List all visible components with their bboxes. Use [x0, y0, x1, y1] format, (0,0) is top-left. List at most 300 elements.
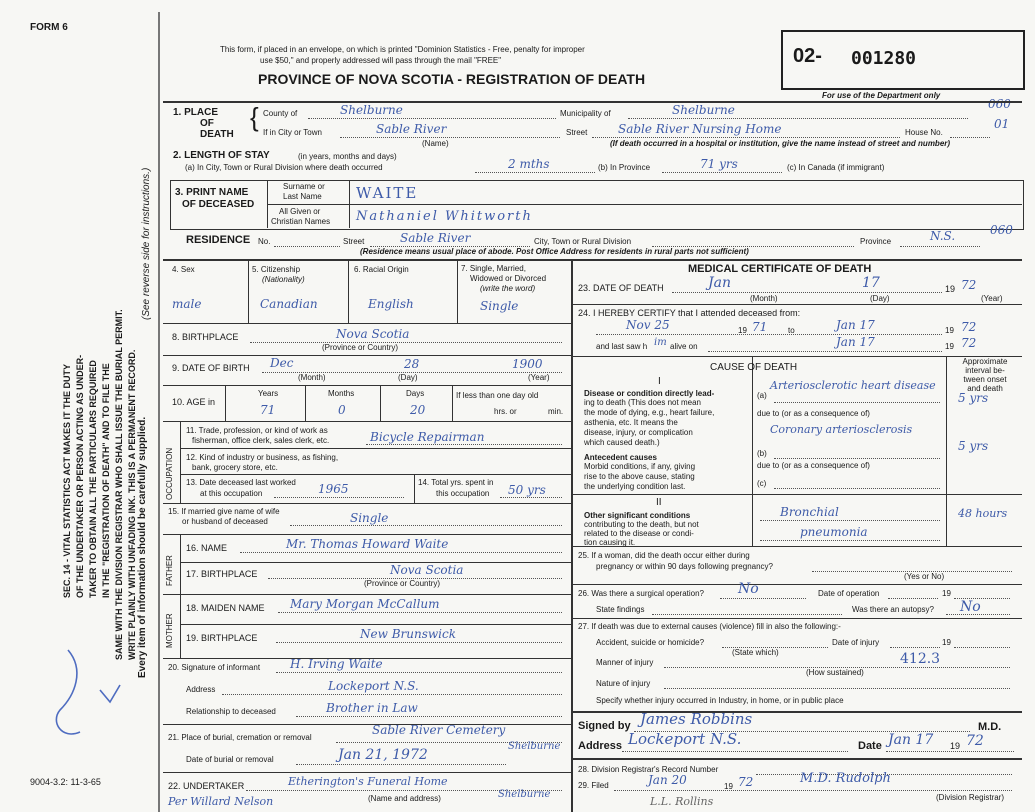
total-value: 50 yrs — [508, 483, 546, 497]
age-months-label: Months — [328, 389, 355, 398]
other-line-2 — [760, 540, 940, 541]
certify-label: 24. I HEREBY CERTIFY that I attended deceased from: — [578, 308, 801, 318]
undertaker-sub: (Name and address) — [368, 794, 441, 803]
other-4: tion causing it. — [584, 538, 636, 547]
md-label: M.D. — [978, 721, 1002, 733]
due-to-b: due to (or as a consequence of) — [757, 461, 870, 470]
nature-label: Nature of injury — [596, 679, 651, 688]
residence-province-line — [900, 246, 980, 247]
interval-divider — [946, 356, 947, 546]
maiden-label: 18. MAIDEN NAME — [186, 603, 265, 613]
side-text-8: (See reverse side for instructions.) — [141, 167, 152, 320]
marital-label-2: Widowed or Divorced — [470, 274, 547, 283]
name-row-rule — [267, 204, 1022, 205]
dod-line — [672, 292, 942, 293]
residence-province-value: N.S. — [930, 229, 956, 243]
state-findings-line — [652, 614, 842, 615]
dob-year-sub: (Year) — [528, 373, 550, 382]
registrar-sub: (Division Registrar) — [936, 793, 1005, 802]
burial-date-line — [296, 764, 506, 765]
informant-sig-label: 20. Signature of informant — [168, 663, 261, 672]
mother-birth-label: 19. BIRTHPLACE — [186, 633, 258, 643]
nature-line — [664, 688, 1010, 689]
interval-b-value: 5 yrs — [958, 439, 989, 453]
woman-label-2: pregnancy or within 90 days following pregnancy? — [596, 562, 773, 571]
cause-title: CAUSE OF DEATH — [710, 362, 798, 373]
industry-label-1: 12. Kind of industry or business, as fishing, — [186, 453, 339, 462]
wife-value: Single — [350, 511, 389, 525]
stay-b-label: (b) In Province — [598, 163, 651, 172]
stay-sub: (in years, months and days) — [298, 152, 397, 161]
undertaker-value-3: Per Willard Nelson — [168, 795, 274, 808]
op-year-prefix: 19 — [942, 589, 951, 598]
citizenship-label: 5. Citizenship — [252, 265, 301, 274]
relationship-value: Brother in Law — [326, 701, 418, 715]
age-months-value: 0 — [338, 403, 346, 417]
occupation-side-rule — [180, 421, 181, 503]
signature-bottom — [571, 758, 1022, 760]
last-worked-value: 1965 — [318, 482, 349, 496]
mother-side: MOTHER — [165, 613, 174, 648]
informant-sig-value: H. Irving Waite — [290, 657, 383, 671]
row8-bottom — [163, 355, 571, 356]
cause-a-line — [774, 402, 940, 403]
hospital-note: (If death occurred in a hospital or institution, give the name instead of street and number) — [610, 139, 951, 148]
side-text-6: WRITE PLAINLY WITH UNFADING INK. THIS IS A PERMANENT RECORD. — [127, 349, 137, 660]
age-label: 10. AGE in — [172, 397, 216, 407]
stay-a-line — [475, 172, 595, 173]
row11-bottom — [180, 448, 571, 449]
cause-divider — [752, 356, 753, 546]
other-1: Other significant conditions — [584, 511, 691, 520]
burial-place-label: 21. Place of burial, cremation or removal — [168, 733, 312, 742]
relationship-label: Relationship to deceased — [186, 707, 276, 716]
cause-c-label: (c) — [757, 479, 767, 488]
cause-bottom — [571, 546, 1022, 547]
city-value: Sable River — [376, 122, 447, 136]
other-interval: 48 hours — [958, 507, 1008, 520]
signed-value: James Robbins — [640, 710, 753, 728]
county-value: Shelburne — [340, 103, 403, 117]
disease-3: the mode of dying, e.g., heart failure, — [584, 408, 715, 417]
side-text-7: Every item of information should be carefully supplied. — [137, 416, 148, 678]
side-text-4: IN THE "REGISTRATION OF DEATH" AND TO FILE THE — [101, 363, 111, 598]
interval-4: and death — [967, 384, 1003, 393]
injury-year-line — [954, 647, 1010, 648]
place-label-3: DEATH — [200, 129, 234, 140]
wife-label-2: or husband of deceased — [182, 517, 268, 526]
father-birth-label: 17. BIRTHPLACE — [186, 569, 258, 579]
filed-year-prefix: 19 — [724, 782, 733, 791]
woman-label-1: 25. If a woman, did the death occur either during — [578, 551, 750, 560]
row27-bottom — [571, 711, 1022, 713]
dod-label: 23. DATE OF DEATH — [578, 283, 664, 293]
to-year-prefix: 19 — [945, 326, 954, 335]
dod-year: 72 — [961, 278, 977, 292]
manner-label: Manner of injury — [596, 658, 654, 667]
interval-2: interval be- — [965, 366, 1005, 375]
undertaker-value: Etherington's Funeral Home — [288, 775, 448, 788]
filed-label: 29. Filed — [578, 781, 609, 790]
alive-line — [708, 351, 942, 352]
stay-b-line — [662, 172, 782, 173]
name-label-2: OF DECEASED — [182, 199, 255, 210]
parents-side-rule — [180, 534, 181, 658]
surgical-value: No — [738, 581, 759, 597]
racial-value: English — [368, 297, 414, 311]
state-findings-label: State findings — [596, 605, 645, 614]
mother-birth-line — [276, 642, 562, 643]
surgical-label: 26. Was there a surgical operation? — [578, 589, 704, 598]
total-label-1: 14. Total yrs. spent in — [418, 478, 494, 487]
age-days-value: 20 — [410, 403, 426, 417]
stay-a-value: 2 mths — [508, 157, 550, 171]
row20-bottom — [163, 724, 571, 725]
stay-c-label: (c) In Canada (if immigrant) — [787, 163, 885, 172]
to-date: Jan 17 — [836, 318, 875, 332]
registrar-number-label: 28. Division Registrar's Record Number — [578, 765, 719, 774]
row13-divider — [414, 474, 415, 503]
surname-label-2: Last Name — [283, 192, 322, 201]
stay-label: 2. LENGTH OF STAY — [173, 150, 270, 161]
father-birth-value: Nova Scotia — [390, 563, 464, 577]
age-days-label: Days — [406, 389, 425, 398]
from-date: Nov 25 — [626, 318, 670, 332]
dob-month-sub: (Month) — [298, 373, 326, 382]
residence-label: RESIDENCE — [186, 234, 251, 246]
dod-day: 17 — [862, 275, 880, 291]
burial-place-value: Sable River Cemetery — [372, 723, 506, 737]
age-div-3 — [380, 385, 381, 421]
manner-code: 412.3 — [900, 651, 941, 667]
father-name-line — [240, 552, 562, 553]
last-worked-label-2: at this occupation — [200, 489, 263, 498]
footer-code: 9004-3.2: 11-3-65 — [30, 777, 101, 787]
dod-year-prefix: 19 — [945, 284, 956, 294]
birthplace-line — [250, 342, 562, 343]
street-line — [592, 137, 900, 138]
citizenship-value: Canadian — [260, 297, 318, 311]
antecedent-text — [584, 454, 695, 492]
name-label-1: 3. PRINT NAME — [175, 187, 249, 198]
city-label: If in City or Town — [263, 128, 322, 137]
interval-header — [948, 357, 1022, 393]
residence-no-label: No. — [258, 237, 271, 246]
from-year-prefix: 19 — [738, 326, 747, 335]
margin-scribble-icon — [40, 640, 140, 750]
residence-street-value: Sable River — [400, 231, 471, 245]
surgical-line — [720, 598, 806, 599]
antecedent-3: rise to the above cause, stating — [584, 472, 695, 481]
row13-bottom — [163, 503, 571, 504]
row17-bottom — [163, 594, 571, 595]
filed-year: 72 — [738, 775, 754, 789]
birthplace-label: 8. BIRTHPLACE — [172, 332, 239, 342]
interval-a-value: 5 yrs — [958, 391, 989, 405]
age-years-value: 71 — [260, 403, 276, 417]
med-address-line — [622, 751, 848, 752]
marital-label-3: (write the word) — [480, 284, 536, 293]
disease-5: disease, injury, or complication — [584, 428, 693, 437]
dob-year: 1900 — [512, 357, 543, 371]
medical-title: MEDICAL CERTIFICATE OF DEATH — [688, 263, 872, 275]
residence-code: 060 — [990, 223, 1013, 237]
dod-month-sub: (Month) — [750, 294, 778, 303]
given-label-1: All Given or — [279, 207, 321, 216]
last-worked-label-1: 13. Date deceased last worked — [186, 478, 296, 487]
antecedent-4: the underlying condition last. — [584, 482, 686, 491]
injury-year-prefix: 19 — [942, 638, 951, 647]
industry-label-2: bank, grocery store, etc. — [192, 463, 278, 472]
disease-2: ing to death (This does not mean — [584, 398, 701, 407]
burial-date-label: Date of burial or removal — [186, 755, 274, 764]
informant-address-line — [222, 694, 562, 695]
cause-rule — [571, 494, 1022, 495]
dept-code-2: 01 — [994, 117, 1010, 131]
med-date-value: Jan 17 — [888, 732, 934, 748]
dob-label: 9. DATE OF BIRTH — [172, 363, 250, 373]
med-date-year-prefix: 19 — [950, 741, 961, 751]
external-label: 27. If death was due to external causes (violence) fill in also the following:- — [578, 622, 841, 631]
header-notice-1: This form, if placed in an envelope, on which is printed "Dominion Statistics - Free, penalty for improper — [220, 45, 585, 54]
reg-prefix: 02- — [793, 45, 822, 67]
father-name-value: Mr. Thomas Howard Waite — [286, 537, 449, 551]
accident-label: Accident, suicide or homicide? — [596, 638, 705, 647]
total-line — [500, 497, 562, 498]
row10-bottom — [163, 421, 571, 422]
burial-date-value: Jan 21, 1972 — [338, 747, 428, 763]
med-date-year: 72 — [966, 733, 984, 749]
side-text-5: SAME WITH THE DIVISION REGISTRAR WHO SHALL ISSUE THE BURIAL PERMIT. — [114, 309, 124, 660]
mother-birth-value: New Brunswick — [360, 627, 456, 641]
age-div-4 — [452, 385, 453, 421]
house-label: House No. — [905, 128, 943, 137]
place-label-2: OF — [200, 118, 214, 129]
residence-no-line — [274, 246, 340, 247]
last-saw-label: and last saw h — [596, 342, 648, 351]
municipality-value: Shelburne — [672, 103, 735, 117]
cause-a-value: Arteriosclerotic heart disease — [770, 379, 936, 392]
county-label: County of — [263, 109, 298, 118]
birthplace-sub: (Province or Country) — [322, 343, 399, 352]
given-label-2: Christian Names — [271, 217, 331, 226]
row21-bottom — [163, 772, 571, 773]
operation-date-line — [888, 598, 938, 599]
father-name-label: 16. NAME — [186, 543, 228, 553]
city-line — [340, 137, 560, 138]
dob-day-sub: (Day) — [398, 373, 418, 382]
stay-a-label: (a) In City, Town or Rural Division where death occurred — [185, 163, 383, 172]
house-line — [950, 137, 990, 138]
alive-date: Jan 17 — [836, 335, 875, 349]
row26-bottom — [571, 618, 1022, 619]
city-name-sub: (Name) — [422, 139, 449, 148]
last-saw-him: im — [654, 337, 667, 348]
marital-label-1: 7. Single, Married, — [461, 264, 526, 273]
reg-number: 001280 — [851, 48, 917, 69]
injury-date-label: Date of injury — [832, 638, 880, 647]
citizenship-sub: (Nationality) — [262, 275, 305, 284]
other-text — [584, 512, 699, 547]
street-value: Sable River Nursing Home — [618, 122, 782, 136]
med-address-label: Address — [578, 740, 623, 752]
last-worked-line — [274, 497, 404, 498]
surname-value: WAITE — [356, 184, 419, 202]
undertaker-label: 22. UNDERTAKER — [168, 781, 245, 791]
informant-address-label: Address — [186, 685, 216, 694]
to-label: to — [788, 326, 795, 335]
certify-line — [596, 334, 942, 335]
trade-line — [366, 444, 562, 445]
given-value: Nathaniel Whitworth — [356, 209, 533, 224]
wife-label-1: 15. If married give name of wife — [168, 507, 280, 516]
less-day-min: min. — [548, 407, 564, 416]
row15-bottom — [163, 534, 571, 535]
side-text-2: OF THE UNDERTAKER OR PERSON ACTING AS UNDER- — [75, 354, 85, 598]
marital-value: Single — [480, 299, 519, 313]
due-to-a: due to (or as a consequence of) — [757, 409, 870, 418]
place-brace: { — [250, 102, 259, 132]
undertaker-value-2: Shelburne — [498, 789, 551, 800]
age-years-label: Years — [258, 389, 279, 398]
occupation-side: OCCUPATION — [165, 447, 174, 500]
row4-div-3 — [457, 259, 458, 323]
sex-value: male — [172, 297, 202, 311]
how-sustained-sub: (How sustained) — [806, 668, 864, 677]
place-label-1: 1. PLACE — [173, 107, 219, 118]
cause-a-label: (a) — [757, 391, 767, 400]
grid-center-rule — [571, 259, 573, 812]
registrar-signature: M.D. Rudolph — [800, 771, 891, 786]
sex-label: 4. Sex — [172, 265, 195, 274]
side-text-1: SEC. 14 - VITAL STATISTICS ACT MAKES IT THE DUTY — [62, 363, 72, 598]
interval-3: tween onset — [963, 375, 1007, 384]
dept-use-label: For use of the Department only — [822, 91, 941, 100]
roman-2: II — [656, 497, 662, 508]
med-date-label: Date — [858, 740, 882, 752]
row18-bottom — [180, 624, 571, 625]
other-line-1 — [760, 520, 940, 521]
grid-top-rule — [163, 259, 1022, 261]
header-rule — [163, 101, 1022, 103]
dob-month: Dec — [270, 356, 294, 370]
residence-province-label: Province — [860, 237, 892, 246]
state-which-sub: (State which) — [732, 648, 779, 657]
row25-bottom — [571, 584, 1022, 585]
other-cause-1: Bronchial — [780, 505, 839, 519]
street-label: Street — [566, 128, 588, 137]
residence-city-label: City, Town or Rural Division — [534, 237, 632, 246]
other-2: contributing to the death, but not — [584, 520, 699, 529]
wife-line — [290, 525, 562, 526]
disease-4: asthenia, etc. It means the — [584, 418, 678, 427]
antecedent-1: Antecedent causes — [584, 453, 657, 462]
dob-day: 28 — [404, 357, 420, 371]
row12-bottom — [180, 474, 571, 475]
residence-street-label: Street — [343, 237, 365, 246]
filed-line — [614, 790, 1012, 791]
to-year: 72 — [961, 320, 977, 334]
stay-b-value: 71 yrs — [700, 157, 738, 171]
signed-label: Signed by — [578, 720, 631, 732]
burial-place-value-2: Shelburne — [508, 741, 561, 752]
dept-code-1: 060 — [988, 97, 1011, 111]
row23-bottom — [571, 304, 1022, 305]
age-div-1 — [225, 385, 226, 421]
registration-number-box — [781, 30, 1025, 90]
specify-label: Specify whether injury occurred in Industry, in home, or in public place — [596, 696, 844, 705]
municipality-label: Municipality of — [560, 109, 611, 118]
cause-c-line — [774, 488, 940, 489]
disease-6: which caused death.) — [584, 438, 660, 447]
left-margin-rule — [158, 12, 160, 812]
disease-1: Disease or condition directly lead- — [584, 389, 715, 398]
row4-div-1 — [248, 259, 249, 323]
trade-label-1: 11. Trade, profession, or kind of work as — [186, 426, 328, 435]
trade-value: Bicycle Repairman — [370, 430, 485, 444]
interval-1: Approximate — [962, 357, 1008, 366]
dod-day-sub: (Day) — [870, 294, 890, 303]
row4-div-2 — [348, 259, 349, 323]
residence-note: (Residence means usual place of abode. Post Office Address for residents in rural parts not sufficient) — [360, 247, 749, 256]
informant-address-value: Lockeport N.S. — [328, 679, 419, 693]
trade-label-2: fisherman, office clerk, sales clerk, etc. — [192, 436, 330, 445]
form-number: FORM 6 — [30, 22, 68, 33]
side-text-3: TAKER TO OBTAIN ALL THE PARTICULARS REQUIRED — [88, 360, 98, 598]
informant-sig-line — [276, 672, 562, 673]
row4-bottom — [163, 323, 571, 324]
autopsy-value: No — [960, 599, 981, 615]
cause-b-label: (b) — [757, 449, 767, 458]
med-address-value: Lockeport N.S. — [628, 730, 742, 748]
dod-year-sub: (Year) — [981, 294, 1003, 303]
less-day-label: If less than one day old — [456, 391, 539, 400]
woman-sub: (Yes or No) — [904, 572, 945, 581]
filed-date: Jan 20 — [648, 773, 687, 787]
cause-b-line — [774, 458, 940, 459]
header-notice-2: use $50," and properly addressed will pass through the mail "FREE" — [260, 56, 502, 65]
surname-label-1: Surname or — [283, 182, 325, 191]
birthplace-value: Nova Scotia — [336, 327, 410, 341]
relationship-line — [296, 716, 562, 717]
alive-year-prefix: 19 — [945, 342, 954, 351]
operation-date-label: Date of operation — [818, 589, 880, 598]
autopsy-label: Was there an autopsy? — [852, 605, 934, 614]
age-div-2 — [305, 385, 306, 421]
disease-text — [584, 390, 714, 448]
alive-label: alive on — [670, 342, 698, 351]
maiden-line — [278, 612, 562, 613]
father-side: FATHER — [165, 555, 174, 586]
injury-date-line — [890, 647, 940, 648]
less-day-hrs: hrs. or — [494, 407, 517, 416]
roman-1: I — [658, 376, 661, 387]
from-year: 71 — [752, 320, 768, 334]
dod-month: Jan — [708, 275, 731, 291]
other-3: related to the disease or condi- — [584, 529, 694, 538]
municipality-line — [628, 118, 968, 119]
med-date-line — [886, 751, 1014, 752]
county-line — [308, 118, 556, 119]
total-label-2: this occupation — [436, 489, 490, 498]
antecedent-2: Morbid conditions, if any, giving — [584, 462, 696, 471]
other-cause-2: pneumonia — [800, 525, 868, 539]
alive-year: 72 — [961, 336, 977, 350]
father-birth-sub: (Province or Country) — [364, 579, 441, 588]
bottom-signature: L.L. Rollins — [650, 795, 714, 808]
cause-b-value: Coronary arteriosclerosis — [770, 423, 913, 436]
page-title: PROVINCE OF NOVA SCOTIA - REGISTRATION OF DEATH — [258, 71, 646, 87]
